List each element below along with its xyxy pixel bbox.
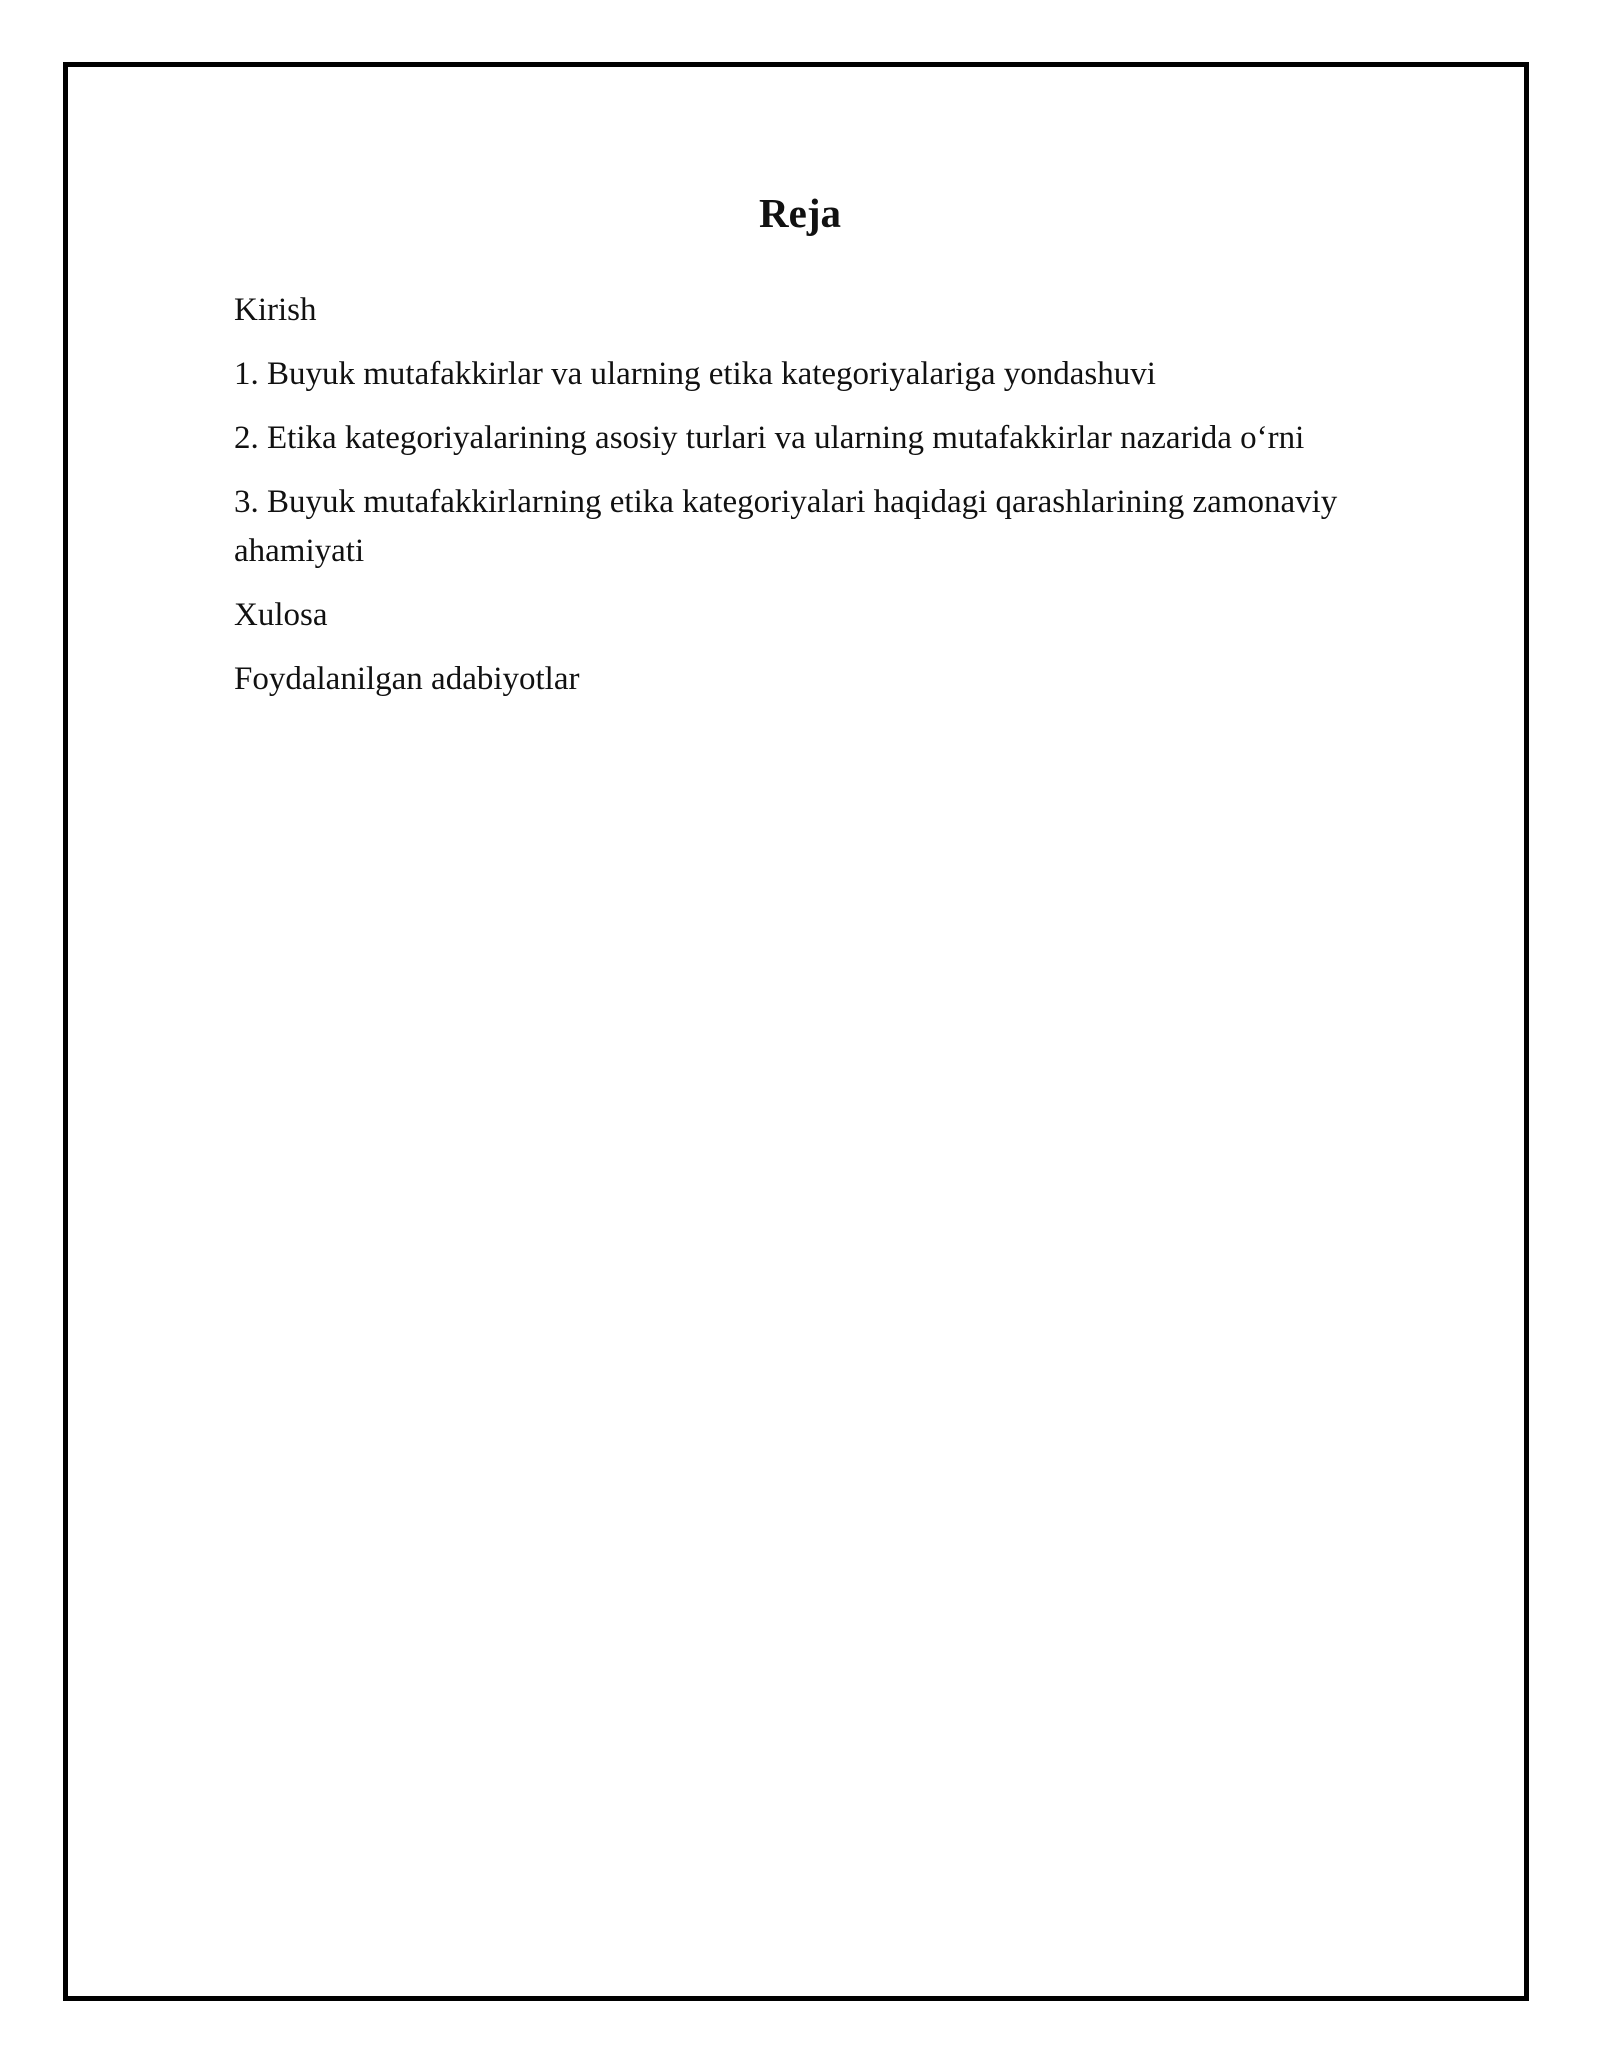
plan-item-introduction: Kirish: [234, 292, 317, 328]
page-title: Reja: [759, 190, 841, 236]
plan-item-section-1: 1. Buyuk mutafakkirlar va ularning etika kategoriyalariga yondashuvi: [234, 356, 1156, 392]
plan-item-section-3: 3. Buyuk mutafakkirlarning etika kategoriyalari haqidagi qarashlarining zamonaviy ahamiyati: [234, 484, 1338, 569]
plan-list: [234, 286, 1354, 719]
plan-item-references: Foydalanilgan adabiyotlar: [234, 661, 580, 697]
plan-item-section-2: 2. Etika kategoriyalarining asosiy turlari va ularning mutafakkirlar nazarida o‘rni: [234, 420, 1305, 456]
plan-item-conclusion: Xulosa: [234, 597, 328, 633]
